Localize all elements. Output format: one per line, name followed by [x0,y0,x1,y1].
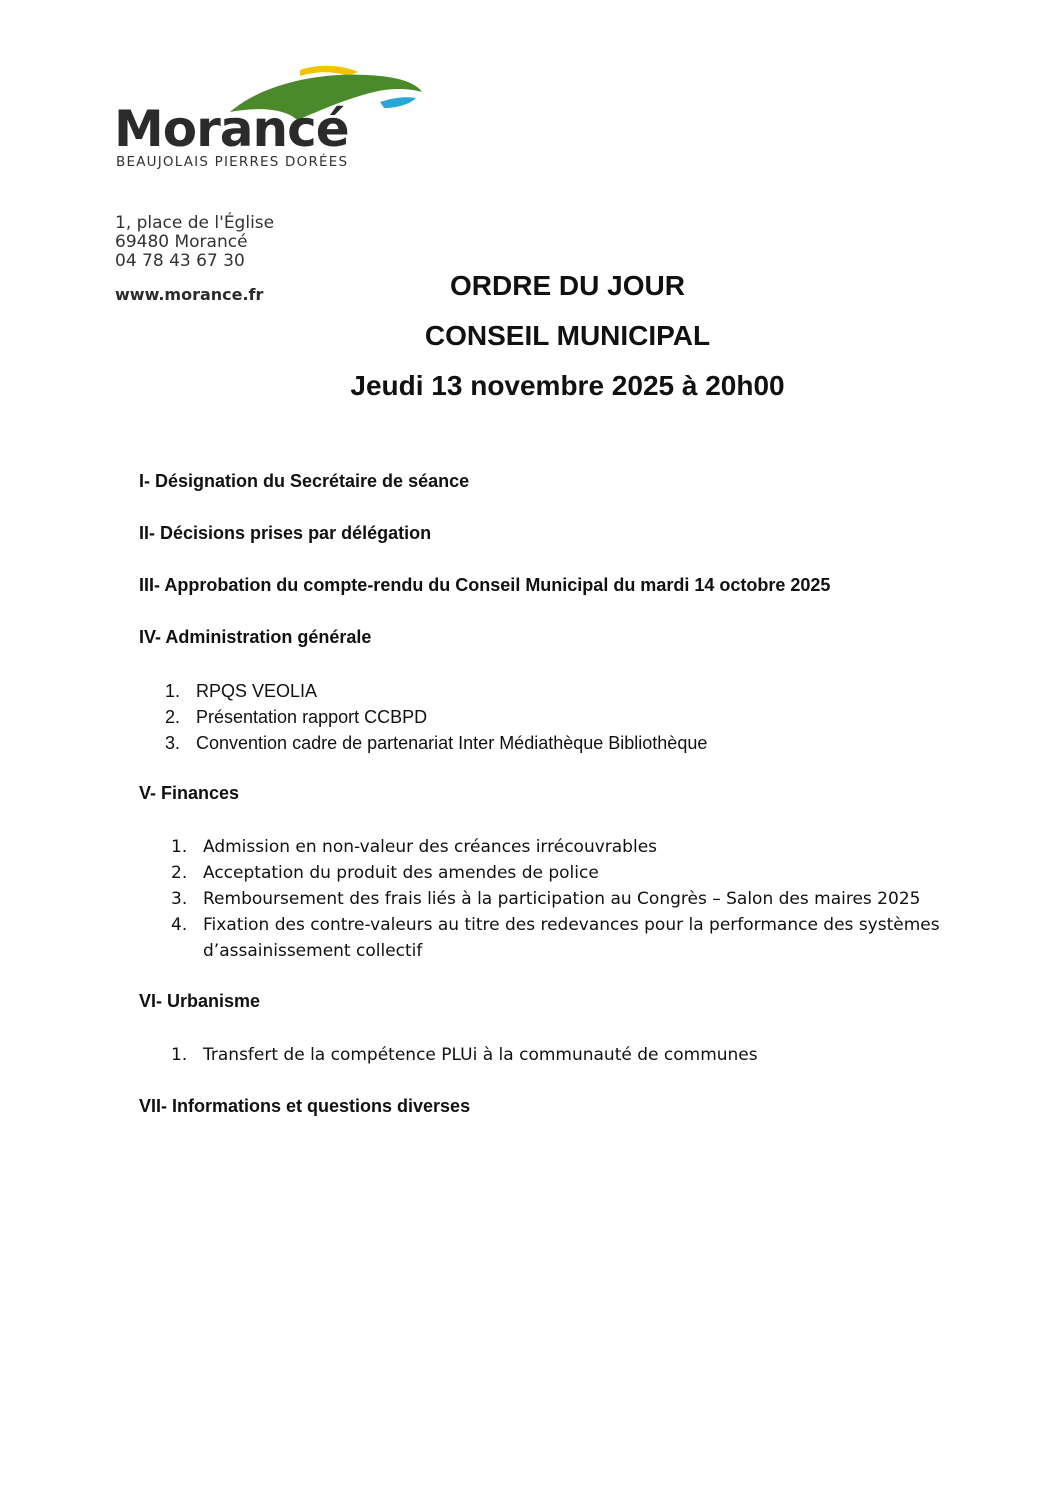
section-heading: VII- Informations et questions diverses [139,1096,471,1116]
list-item-text: RPQS VEOLIA [196,681,318,701]
logo-tagline: BEAUJOLAIS PIERRES DORÉES [116,154,349,170]
admin-items-list [165,678,707,756]
list-item-number: 2. [165,707,181,727]
phone-number: 04 78 43 67 30 [115,251,245,271]
list-item [171,834,963,860]
list-item-number: 2. [171,863,188,883]
list-item-number: 3. [171,889,188,909]
finance-items-list [171,834,963,964]
address-line: 69480 Morancé [115,232,248,252]
list-item [171,912,963,964]
list-item-number: 3. [165,733,181,753]
list-item [165,730,707,756]
section-heading: II- Décisions prises par délégation [139,523,432,543]
address-block [115,214,274,271]
list-item-text: Convention cadre de partenariat Inter Médiathèque Bibliothèque [196,733,708,753]
section-heading: V- Finances [139,783,240,803]
list-item-number: 1. [171,1045,188,1065]
list-item [171,1042,758,1068]
section-heading: I- Désignation du Secrétaire de séance [139,471,470,491]
list-item-text: Présentation rapport CCBPD [196,707,428,727]
list-item-text: Fixation des contre-valeurs au titre des redevances pour la performance des systèmes d’assainissement collectif [203,915,940,961]
list-item-text: Transfert de la compétence PLUi à la communauté de communes [203,1045,758,1065]
website-link[interactable]: www.morance.fr [115,285,264,304]
list-item [171,860,963,886]
list-item-text: Admission en non-valeur des créances irrécouvrables [203,837,658,857]
list-item-number: 1. [171,837,188,857]
list-item [165,704,707,730]
title-council: CONSEIL MUNICIPAL [424,320,711,351]
title-agenda: ORDRE DU JOUR [450,270,685,301]
list-item-number: 1. [165,681,181,701]
section-heading: III- Approbation du compte-rendu du Conseil Municipal du mardi 14 octobre 2025 [139,575,831,595]
list-item [165,678,707,704]
list-item-text: Remboursement des frais liés à la participation au Congrès – Salon des maires 2025 [203,889,921,909]
section-heading: VI- Urbanisme [139,991,261,1011]
title-date: Jeudi 13 novembre 2025 à 20h00 [350,370,785,401]
address-line: 1, place de l'Église [115,213,275,233]
list-item-number: 4. [171,915,188,935]
logo-name: Morancé [114,100,349,158]
urbanism-items-list [171,1042,758,1068]
list-item [171,886,963,912]
section-heading: IV- Administration générale [139,627,372,647]
list-item-text: Acceptation du produit des amendes de police [203,863,599,883]
morance-logo [112,62,432,172]
